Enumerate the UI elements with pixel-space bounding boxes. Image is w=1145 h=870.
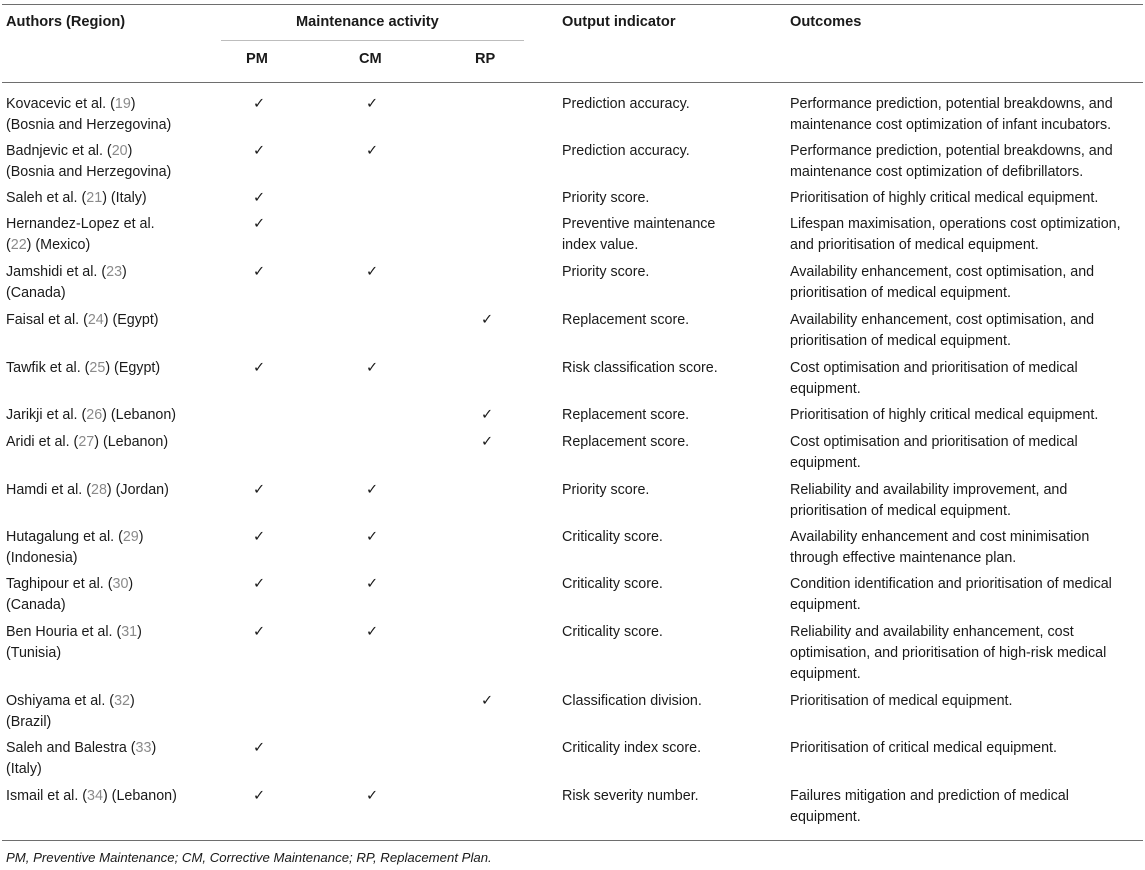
- author-line: [6, 262, 127, 283]
- check-icon: ✓: [481, 407, 493, 423]
- outcomes-line: equipment.: [790, 381, 861, 397]
- check-icon: ✓: [366, 143, 378, 159]
- outcomes-cell: [790, 622, 1106, 685]
- output-indicator-cell: [562, 214, 715, 256]
- output-indicator-line: Risk classification score.: [562, 360, 718, 376]
- output-indicator-line: Priority score.: [562, 190, 650, 206]
- author-cell: [6, 738, 156, 780]
- pm-check-cell: [250, 622, 268, 643]
- check-icon: ✓: [366, 576, 378, 592]
- author-region: (Canada): [6, 285, 66, 301]
- check-icon: ✓: [366, 482, 378, 498]
- reference-link[interactable]: 22: [10, 237, 27, 253]
- pm-check-cell: [250, 94, 268, 115]
- author-name: Jarikji et al. (: [6, 407, 87, 423]
- author-cell: [6, 262, 127, 304]
- author-cell: [6, 310, 159, 331]
- cm-check-cell: [363, 527, 381, 548]
- author-region: ) (Egypt): [103, 312, 159, 328]
- check-icon: ✓: [253, 96, 265, 112]
- outcomes-line: optimisation, and prioritisation of high-risk medical: [790, 645, 1107, 661]
- bottom-rule: [2, 840, 1143, 841]
- author-region: ): [129, 693, 135, 709]
- output-indicator-line: Replacement score.: [562, 434, 690, 450]
- author-cell: [6, 480, 169, 501]
- output-indicator-cell: [562, 405, 689, 426]
- pm-check-cell: [250, 574, 268, 595]
- outcomes-cell: [790, 786, 1069, 828]
- pm-check-cell: [250, 738, 268, 759]
- author-cell: [6, 358, 160, 379]
- reference-link[interactable]: 21: [86, 190, 103, 206]
- header-cm: CM: [359, 51, 382, 67]
- author-region: ): [127, 143, 133, 159]
- reference-link[interactable]: 34: [87, 788, 103, 804]
- author-name: Saleh and Balestra (: [6, 740, 136, 756]
- outcomes-line: Performance prediction, potential breakdowns, and: [790, 143, 1113, 159]
- author-line: [6, 358, 160, 379]
- outcomes-cell: [790, 574, 1112, 616]
- output-indicator-line: Replacement score.: [562, 312, 690, 328]
- reference-link[interactable]: 20: [111, 143, 128, 159]
- output-indicator-cell: [562, 480, 649, 501]
- pm-check-cell: [250, 214, 268, 235]
- author-line: [6, 432, 168, 453]
- author-region: (Bosnia and Herzegovina): [6, 164, 172, 180]
- check-icon: ✓: [366, 624, 378, 640]
- outcomes-line: Prioritisation of highly critical medical equipment.: [790, 190, 1099, 206]
- output-indicator-cell: [562, 188, 649, 209]
- author-cell: [6, 141, 171, 183]
- author-region: (Bosnia and Herzegovina): [6, 117, 172, 133]
- outcomes-cell: [790, 141, 1113, 183]
- header-pm: PM: [246, 51, 268, 67]
- author-region: ) (Lebanon): [102, 407, 177, 423]
- reference-link[interactable]: 31: [121, 624, 138, 640]
- table-footnote: PM, Preventive Maintenance; CM, Corrective Maintenance; RP, Replacement Plan.: [6, 850, 492, 865]
- output-indicator-cell: [562, 622, 663, 643]
- author-region: ): [151, 740, 157, 756]
- check-icon: ✓: [253, 360, 265, 376]
- output-indicator-line: Criticality index score.: [562, 740, 702, 756]
- author-region: ) (Lebanon): [102, 788, 177, 804]
- author-cell: [6, 527, 144, 569]
- pm-check-cell: [250, 527, 268, 548]
- author-region: ) (Italy): [102, 190, 147, 206]
- outcomes-cell: [790, 691, 1013, 712]
- outcomes-cell: [790, 214, 1121, 256]
- check-icon: ✓: [253, 143, 265, 159]
- output-indicator-cell: [562, 691, 702, 712]
- cm-check-cell: [363, 786, 381, 807]
- output-indicator-line: index value.: [562, 237, 639, 253]
- header-rp: RP: [475, 51, 496, 67]
- check-icon: ✓: [366, 96, 378, 112]
- outcomes-cell: [790, 480, 1067, 522]
- cm-check-cell: [363, 574, 381, 595]
- output-indicator-line: Prediction accuracy.: [562, 143, 690, 159]
- author-region: (Brazil): [6, 714, 52, 730]
- outcomes-line: Cost optimisation and prioritisation of medical: [790, 434, 1078, 450]
- pm-check-cell: [250, 358, 268, 379]
- author-region: ) (Mexico): [26, 237, 91, 253]
- output-indicator-cell: [562, 310, 689, 331]
- outcomes-line: and prioritisation of medical equipment.: [790, 237, 1039, 253]
- output-indicator-line: Criticality score.: [562, 529, 663, 545]
- check-icon: ✓: [253, 576, 265, 592]
- author-line: [6, 405, 176, 426]
- header-output-indicator: Output indicator: [562, 14, 676, 30]
- author-region: ) (Lebanon): [94, 434, 169, 450]
- outcomes-line: maintenance cost optimization of defibrillators.: [790, 164, 1084, 180]
- reference-link[interactable]: 26: [86, 407, 103, 423]
- author-region: ) (Egypt): [105, 360, 161, 376]
- reference-link[interactable]: 27: [78, 434, 95, 450]
- reference-link[interactable]: 23: [106, 264, 123, 280]
- author-line: [6, 188, 147, 209]
- outcomes-line: Lifespan maximisation, operations cost optimization,: [790, 216, 1121, 232]
- author-cell: [6, 691, 135, 733]
- author-name: Kovacevic et al. (: [6, 96, 115, 112]
- author-line: [6, 480, 169, 501]
- author-line: [6, 94, 171, 115]
- maintenance-subheader-rule: [221, 40, 524, 41]
- rp-check-cell: [478, 691, 496, 712]
- check-icon: ✓: [366, 529, 378, 545]
- outcomes-cell: [790, 188, 1098, 209]
- outcomes-line: equipment.: [790, 455, 861, 471]
- check-icon: ✓: [253, 216, 265, 232]
- outcomes-line: Prioritisation of medical equipment.: [790, 693, 1013, 709]
- author-line: [6, 691, 135, 712]
- check-icon: ✓: [253, 788, 265, 804]
- author-region: ): [128, 576, 134, 592]
- author-cell: [6, 622, 142, 664]
- author-region: (Italy): [6, 761, 42, 777]
- reference-link[interactable]: 32: [114, 693, 130, 709]
- pm-check-cell: [250, 480, 268, 501]
- check-icon: ✓: [253, 529, 265, 545]
- output-indicator-cell: [562, 94, 690, 115]
- pm-check-cell: [250, 188, 268, 209]
- reference-link[interactable]: 29: [122, 529, 139, 545]
- output-indicator-line: Priority score.: [562, 482, 650, 498]
- cm-check-cell: [363, 94, 381, 115]
- author-name: Oshiyama et al. (: [6, 693, 115, 709]
- outcomes-line: Performance prediction, potential breakdowns, and: [790, 96, 1113, 112]
- top-rule: [2, 4, 1143, 5]
- cm-check-cell: [363, 622, 381, 643]
- output-indicator-line: Priority score.: [562, 264, 650, 280]
- output-indicator-cell: [562, 262, 649, 283]
- output-indicator-cell: [562, 141, 690, 162]
- header-maintenance-activity: Maintenance activity: [296, 14, 439, 30]
- check-icon: ✓: [253, 264, 265, 280]
- output-indicator-line: Replacement score.: [562, 407, 690, 423]
- author-region: ) (Jordan): [106, 482, 169, 498]
- outcomes-line: Availability enhancement, cost optimisation, and: [790, 264, 1095, 280]
- author-line: [6, 622, 142, 643]
- output-indicator-cell: [562, 527, 663, 548]
- outcomes-line: Prioritisation of highly critical medical equipment.: [790, 407, 1099, 423]
- outcomes-cell: [790, 527, 1089, 569]
- author-name: Aridi et al. (: [6, 434, 79, 450]
- output-indicator-line: Criticality score.: [562, 576, 663, 592]
- outcomes-line: Cost optimisation and prioritisation of medical: [790, 360, 1078, 376]
- reference-link[interactable]: 24: [87, 312, 104, 328]
- header-outcomes: Outcomes: [790, 14, 862, 30]
- rp-check-cell: [478, 405, 496, 426]
- author-line: [6, 214, 155, 235]
- check-icon: ✓: [481, 693, 493, 709]
- outcomes-line: Prioritisation of critical medical equipment.: [790, 740, 1057, 756]
- cm-check-cell: [363, 262, 381, 283]
- output-indicator-cell: [562, 786, 699, 807]
- author-line: [6, 527, 144, 548]
- author-line: [6, 235, 155, 256]
- author-region: (Indonesia): [6, 550, 78, 566]
- cm-check-cell: [363, 358, 381, 379]
- author-line: [6, 141, 171, 162]
- output-indicator-line: Preventive maintenance: [562, 216, 716, 232]
- author-name: Tawfik et al. (: [6, 360, 90, 376]
- header-bottom-rule: [2, 82, 1143, 83]
- author-name: Ismail et al. (: [6, 788, 88, 804]
- check-icon: ✓: [253, 190, 265, 206]
- check-icon: ✓: [366, 788, 378, 804]
- author-line: [6, 310, 159, 331]
- outcomes-line: equipment.: [790, 597, 861, 613]
- rp-check-cell: [478, 310, 496, 331]
- author-cell: [6, 214, 155, 256]
- author-cell: [6, 432, 168, 453]
- author-name: Ben Houria et al. (: [6, 624, 122, 640]
- output-indicator-cell: [562, 358, 718, 379]
- outcomes-line: maintenance cost optimization of infant incubators.: [790, 117, 1112, 133]
- outcomes-cell: [790, 358, 1078, 400]
- author-region: (Canada): [6, 597, 66, 613]
- author-name: Jamshidi et al. (: [6, 264, 107, 280]
- output-indicator-line: Prediction accuracy.: [562, 96, 690, 112]
- outcomes-line: equipment.: [790, 809, 861, 825]
- outcomes-cell: [790, 432, 1078, 474]
- author-name: Hernandez-Lopez et al.: [6, 216, 155, 232]
- outcomes-line: prioritisation of medical equipment.: [790, 333, 1011, 349]
- reference-link[interactable]: 33: [135, 740, 152, 756]
- output-indicator-line: Classification division.: [562, 693, 702, 709]
- author-name: Faisal et al. (: [6, 312, 88, 328]
- outcomes-cell: [790, 405, 1098, 426]
- check-icon: ✓: [481, 312, 493, 328]
- author-cell: [6, 405, 176, 426]
- author-name: Saleh et al. (: [6, 190, 87, 206]
- outcomes-cell: [790, 262, 1094, 304]
- outcomes-line: prioritisation of medical equipment.: [790, 285, 1011, 301]
- check-icon: ✓: [253, 740, 265, 756]
- pm-check-cell: [250, 262, 268, 283]
- output-indicator-cell: [562, 738, 701, 759]
- outcomes-line: Reliability and availability enhancement, cost: [790, 624, 1074, 640]
- outcomes-cell: [790, 94, 1113, 136]
- outcomes-line: prioritisation of medical equipment.: [790, 503, 1011, 519]
- author-name: Hamdi et al. (: [6, 482, 92, 498]
- output-indicator-cell: [562, 574, 663, 595]
- author-line: [6, 738, 156, 759]
- author-name: Hutagalung et al. (: [6, 529, 123, 545]
- outcomes-line: Condition identification and prioritisation of medical: [790, 576, 1112, 592]
- outcomes-line: through effective maintenance plan.: [790, 550, 1017, 566]
- author-line: [6, 574, 133, 595]
- author-region: ): [137, 624, 142, 640]
- author-cell: [6, 574, 133, 616]
- output-indicator-line: Criticality score.: [562, 624, 663, 640]
- check-icon: ✓: [481, 434, 493, 450]
- outcomes-line: Availability enhancement, cost optimisation, and: [790, 312, 1095, 328]
- author-name: (: [6, 237, 11, 253]
- outcomes-line: Failures mitigation and prediction of medical: [790, 788, 1069, 804]
- author-cell: [6, 188, 147, 209]
- outcomes-cell: [790, 310, 1094, 352]
- reference-link[interactable]: 25: [89, 360, 106, 376]
- author-region: ): [138, 529, 144, 545]
- reference-link[interactable]: 19: [114, 96, 131, 112]
- pm-check-cell: [250, 141, 268, 162]
- author-line: [6, 786, 177, 807]
- output-indicator-line: Risk severity number.: [562, 788, 699, 804]
- outcomes-line: Availability enhancement and cost minimisation: [790, 529, 1090, 545]
- author-region: (Tunisia): [6, 645, 62, 661]
- check-icon: ✓: [366, 264, 378, 280]
- header-authors: Authors (Region): [6, 14, 126, 30]
- check-icon: ✓: [253, 482, 265, 498]
- outcomes-line: Reliability and availability improvement, and: [790, 482, 1068, 498]
- author-cell: [6, 786, 177, 807]
- author-region: ): [130, 96, 136, 112]
- reference-link[interactable]: 30: [112, 576, 129, 592]
- outcomes-cell: [790, 738, 1057, 759]
- outcomes-line: equipment.: [790, 666, 861, 682]
- author-name: Badnjevic et al. (: [6, 143, 112, 159]
- check-icon: ✓: [253, 624, 265, 640]
- rp-check-cell: [478, 432, 496, 453]
- author-cell: [6, 94, 171, 136]
- pm-check-cell: [250, 786, 268, 807]
- cm-check-cell: [363, 480, 381, 501]
- cm-check-cell: [363, 141, 381, 162]
- author-name: Taghipour et al. (: [6, 576, 113, 592]
- author-region: ): [122, 264, 127, 280]
- output-indicator-cell: [562, 432, 689, 453]
- reference-link[interactable]: 28: [91, 482, 107, 498]
- check-icon: ✓: [366, 360, 378, 376]
